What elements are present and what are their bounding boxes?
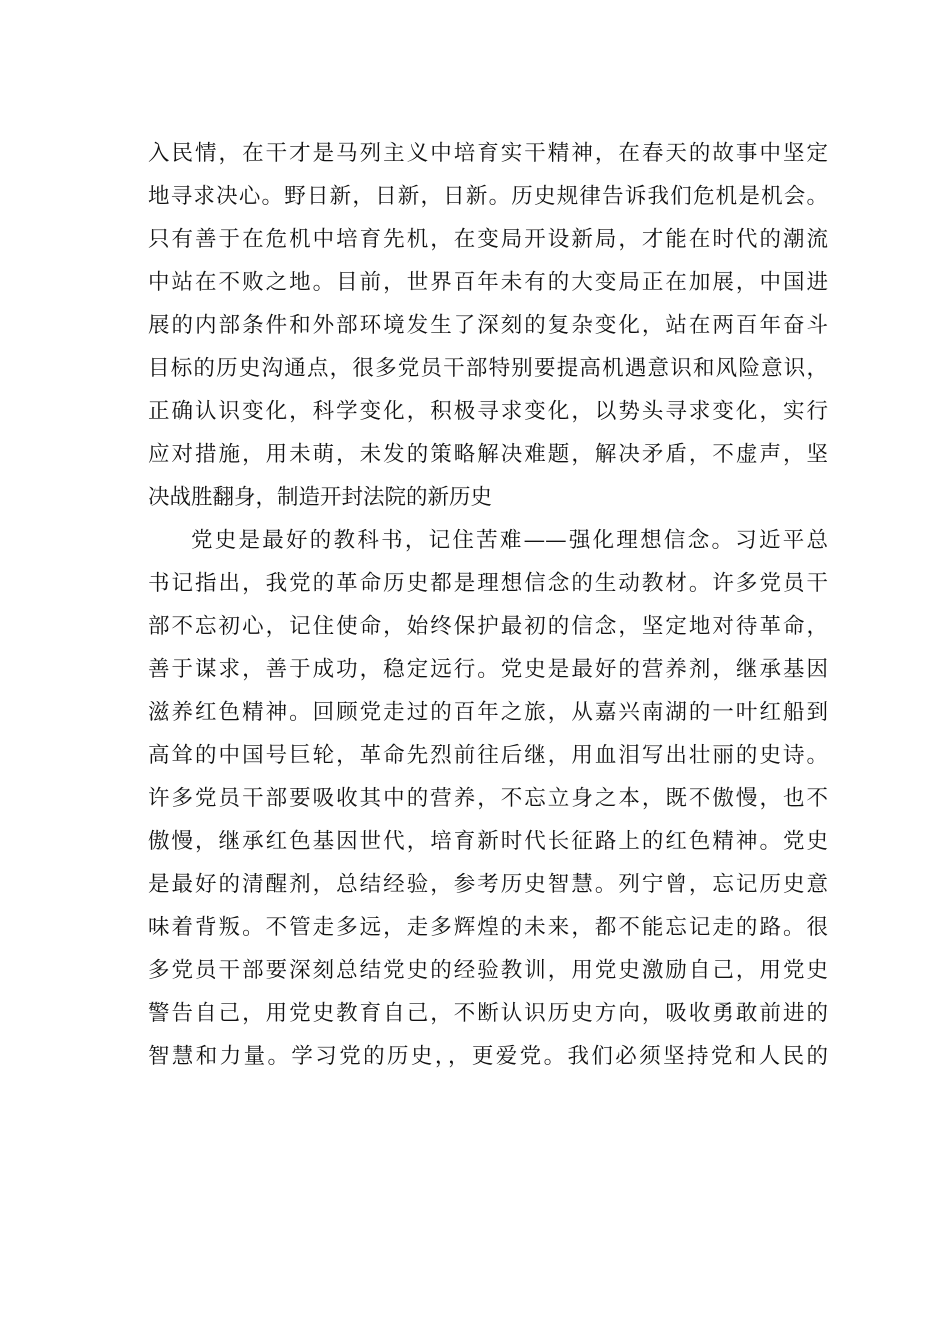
text-line: 高耸的中国号巨轮，革命先烈前往后继，用血泪写出壮丽的史诗。 [148,743,828,768]
text-line: 展的内部条件和外部环境发生了深刻的复杂变化，站在两百年奋斗 [148,313,828,338]
text-line: 善于谋求，善于成功，稳定远行。党史是最好的营养剂，继承基因 [148,657,828,682]
text-line: 味着背叛。不管走多远，走多辉煌的未来，都不能忘记走的路。很 [148,915,828,940]
text-line: 是最好的清醒剂，总结经验，参考历史智慧。列宁曾，忘记历史意 [148,872,828,897]
paragraph-1 [148,136,828,523]
text-line: 多党员干部要深刻总结党史的经验教训，用党史激励自己，用党史 [148,958,828,983]
text-line: 正确认识变化，科学变化，积极寻求变化，以势头寻求变化，实行 [148,399,828,424]
text-line: 党史是最好的教科书，记住苦难——强化理想信念。习近平总 [191,528,828,553]
document-body [148,136,828,1082]
text-line: 部不忘初心，记住使命，始终保护最初的信念，坚定地对待革命， [148,614,828,639]
text-line: 应对措施，用未萌，未发的策略解决难题，解决矛盾，不虚声，坚 [148,442,828,467]
text-line: 地寻求决心。野日新，日新，日新。历史规律告诉我们危机是机会。 [148,184,828,209]
text-line: 智慧和力量。学习党的历史，，更爱党。我们必须坚持党和人民的 [148,1044,828,1069]
text-line: 许多党员干部要吸收其中的营养，不忘立身之本，既不傲慢，也不 [148,786,828,811]
text-line: 警告自己，用党史教育自己，不断认识历史方向，吸收勇敢前进的 [148,1001,828,1026]
text-line: 只有善于在危机中培育先机，在变局开设新局，才能在时代的潮流 [148,227,828,252]
paragraph-2 [148,523,828,1082]
text-line: 中站在不败之地。目前，世界百年未有的大变局正在加展，中国进 [148,270,828,295]
text-line: 目标的历史沟通点，很多党员干部特别要提高机遇意识和风险意识， [148,356,828,381]
text-line: 入民情，在干才是马列主义中培育实干精神，在春天的故事中坚定 [148,141,828,166]
text-line: 决战胜翻身，制造开封法院的新历史 [148,485,493,510]
text-line: 书记指出，我党的革命历史都是理想信念的生动教材。许多党员干 [148,571,828,596]
text-line: 滋养红色精神。回顾党走过的百年之旅，从嘉兴南湖的一叶红船到 [148,700,828,725]
text-line: 傲慢，继承红色基因世代，培育新时代长征路上的红色精神。党史 [148,829,828,854]
